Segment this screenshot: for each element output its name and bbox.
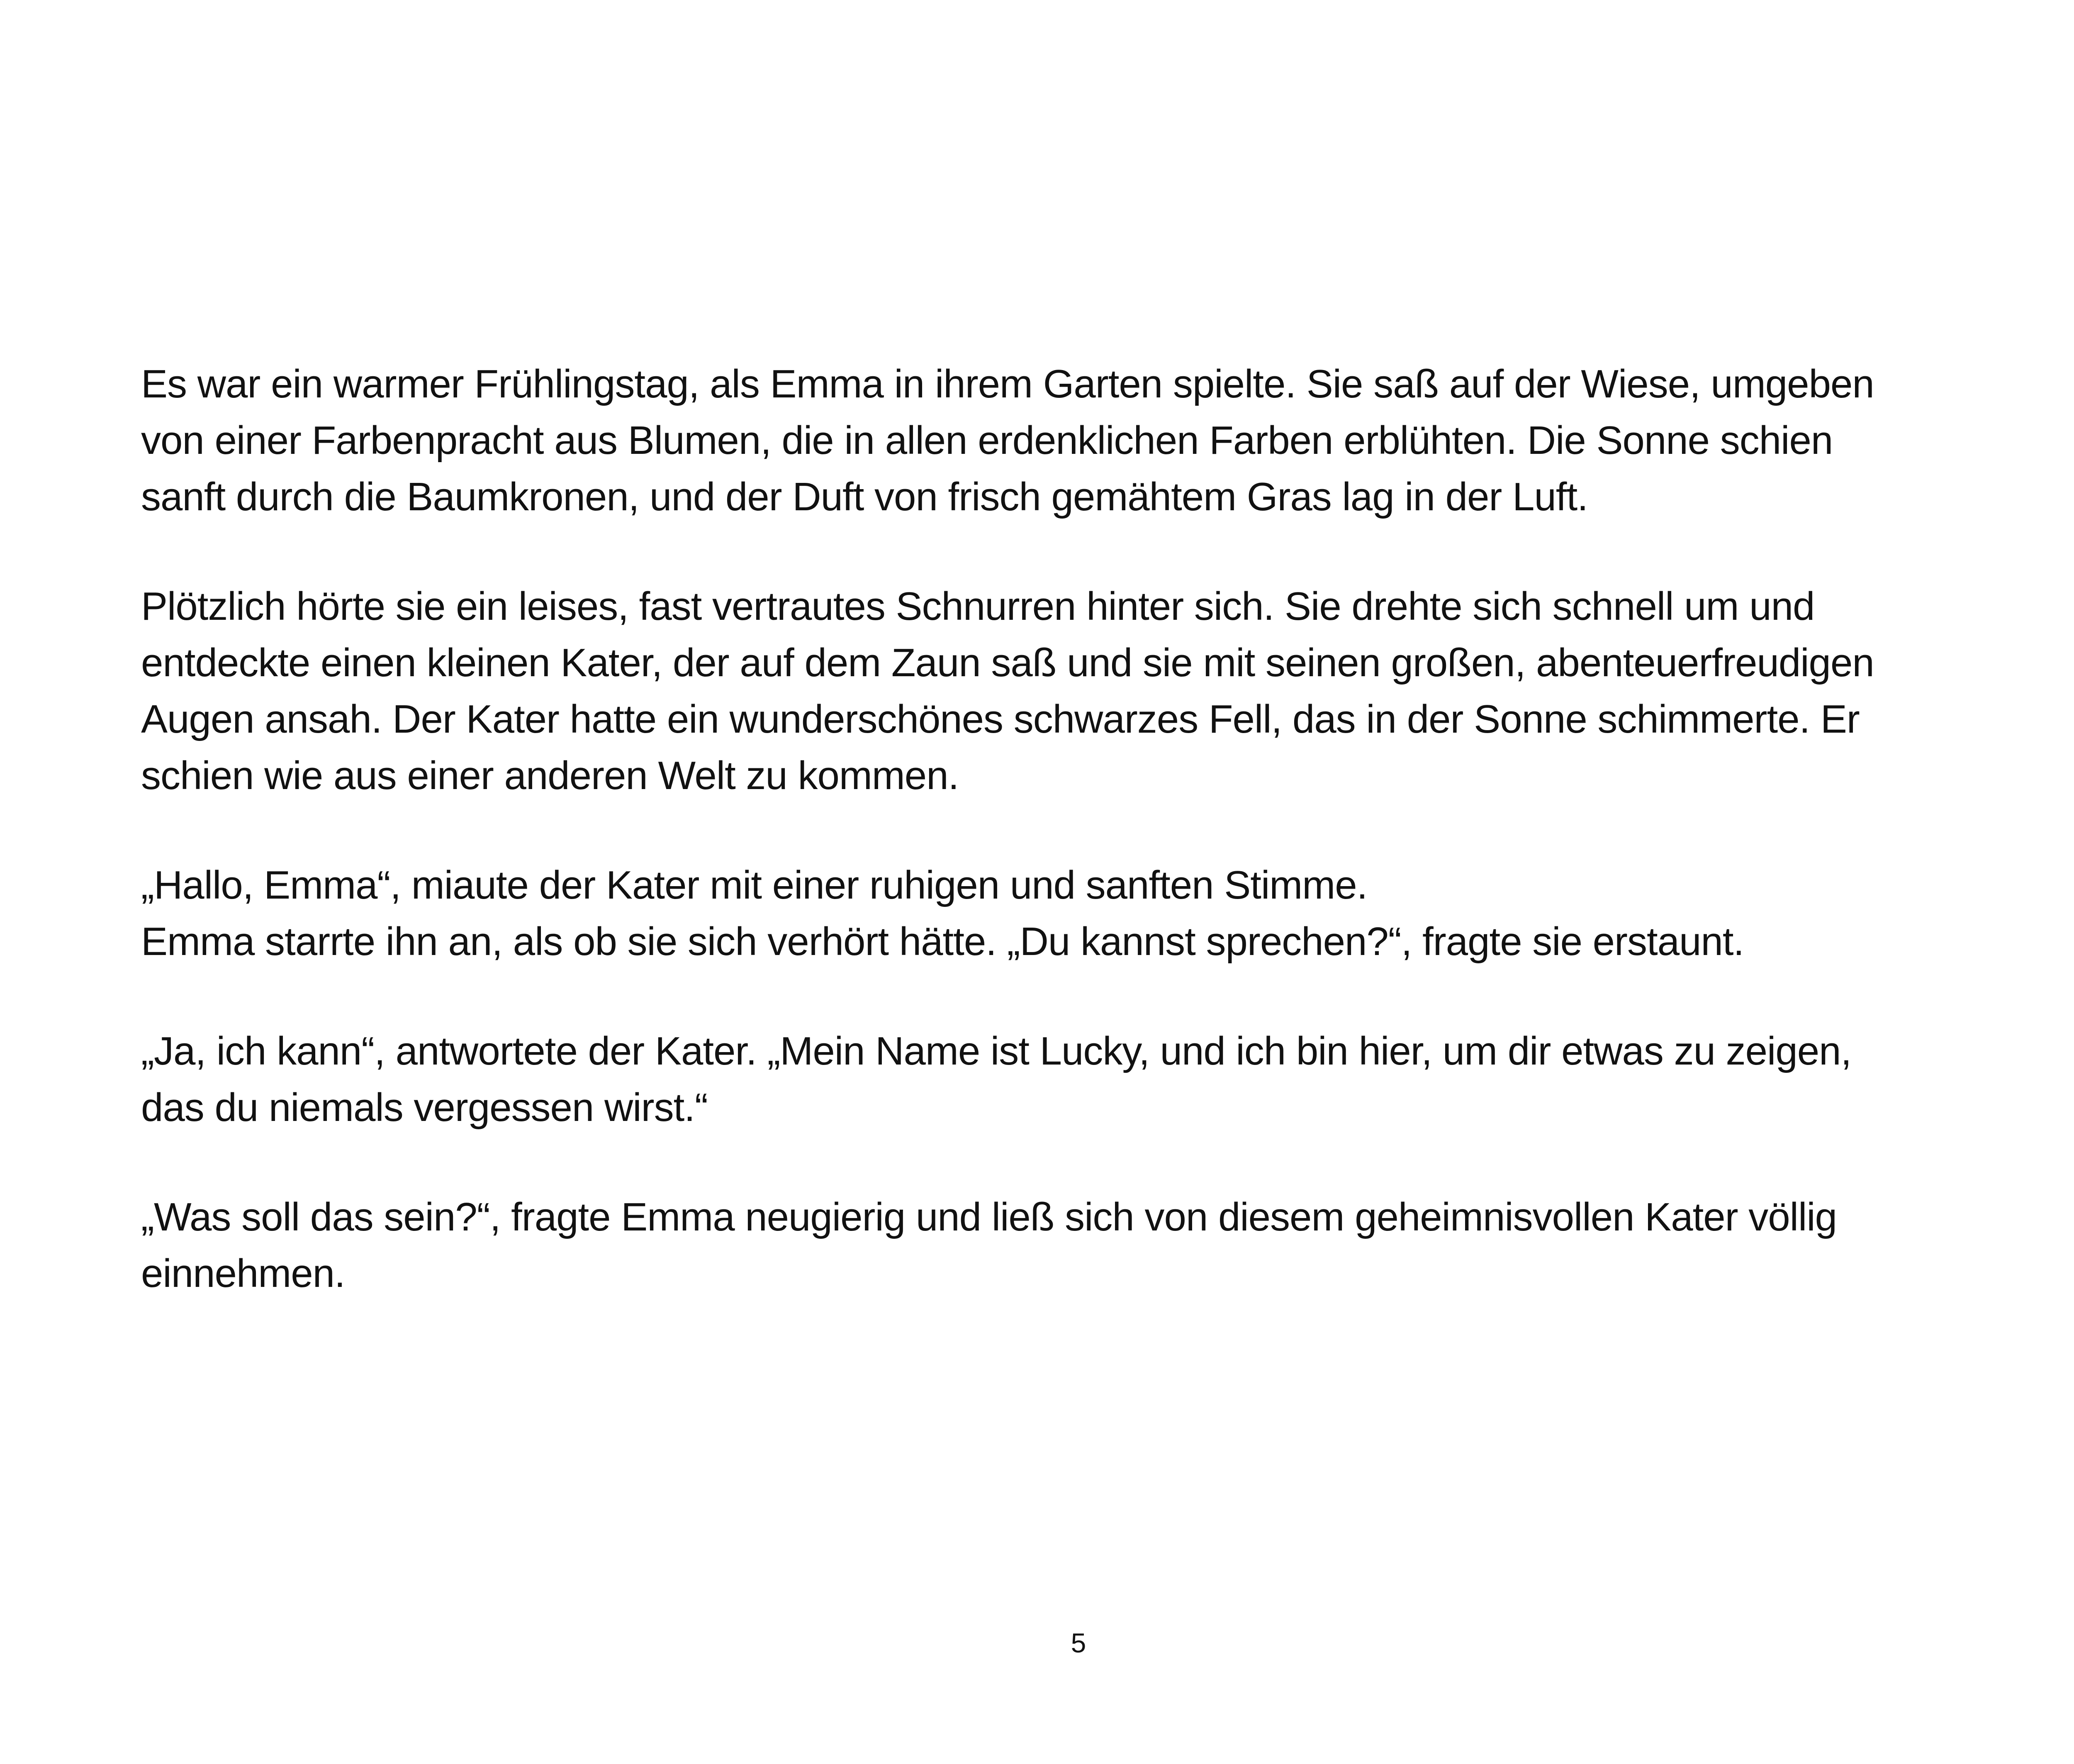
text-line: „Ja, ich kann“, antwortete der Kater. „Mein Name ist Lucky, und ich bin hier, um dir etwas zu zeigen,	[141, 1029, 1852, 1073]
story-text	[141, 356, 2070, 1302]
paragraph-5	[141, 1189, 2070, 1302]
text-line: sanft durch die Baumkronen, und der Duft von frisch gemähtem Gras lag in der Luft.	[141, 475, 1588, 519]
paragraph-gap	[141, 970, 2070, 1023]
text-line: „Hallo, Emma“, miaute der Kater mit einer ruhigen und sanften Stimme.	[141, 863, 1368, 907]
paragraph-3	[141, 857, 2070, 970]
text-line: schien wie aus einer anderen Welt zu kommen.	[141, 753, 959, 798]
text-line: Emma starrte ihn an, als ob sie sich verhört hätte. „Du kannst sprechen?“, fragte sie erstaunt.	[141, 919, 1744, 964]
paragraph-4	[141, 1023, 2070, 1136]
text-line: entdeckte einen kleinen Kater, der auf dem Zaun saß und sie mit seinen großen, abenteuerfreudigen	[141, 641, 1874, 685]
paragraph-gap	[141, 1136, 2070, 1189]
paragraph-1	[141, 356, 2070, 525]
text-line: das du niemals vergessen wirst.“	[141, 1085, 708, 1130]
text-line: von einer Farbenpracht aus Blumen, die in allen erdenklichen Farben erblühten. Die Sonne schien	[141, 418, 1833, 463]
text-line: Plötzlich hörte sie ein leises, fast vertrautes Schnurren hinter sich. Sie drehte sich schnell um und	[141, 584, 1815, 629]
paragraph-gap	[141, 804, 2070, 857]
text-line: einnehmen.	[141, 1251, 345, 1296]
text-line: „Was soll das sein?“, fragte Emma neugierig und ließ sich von diesem geheimnisvollen Kater völlig	[141, 1195, 1837, 1239]
page-number: 5	[1071, 1628, 1086, 1658]
paragraph-2	[141, 578, 2070, 804]
text-line: Es war ein warmer Frühlingstag, als Emma in ihrem Garten spielte. Sie saß auf der Wiese, umgeben	[141, 362, 1874, 406]
paragraph-gap	[141, 525, 2070, 578]
text-line: Augen ansah. Der Kater hatte ein wunderschönes schwarzes Fell, das in der Sonne schimmerte. Er	[141, 697, 1860, 741]
